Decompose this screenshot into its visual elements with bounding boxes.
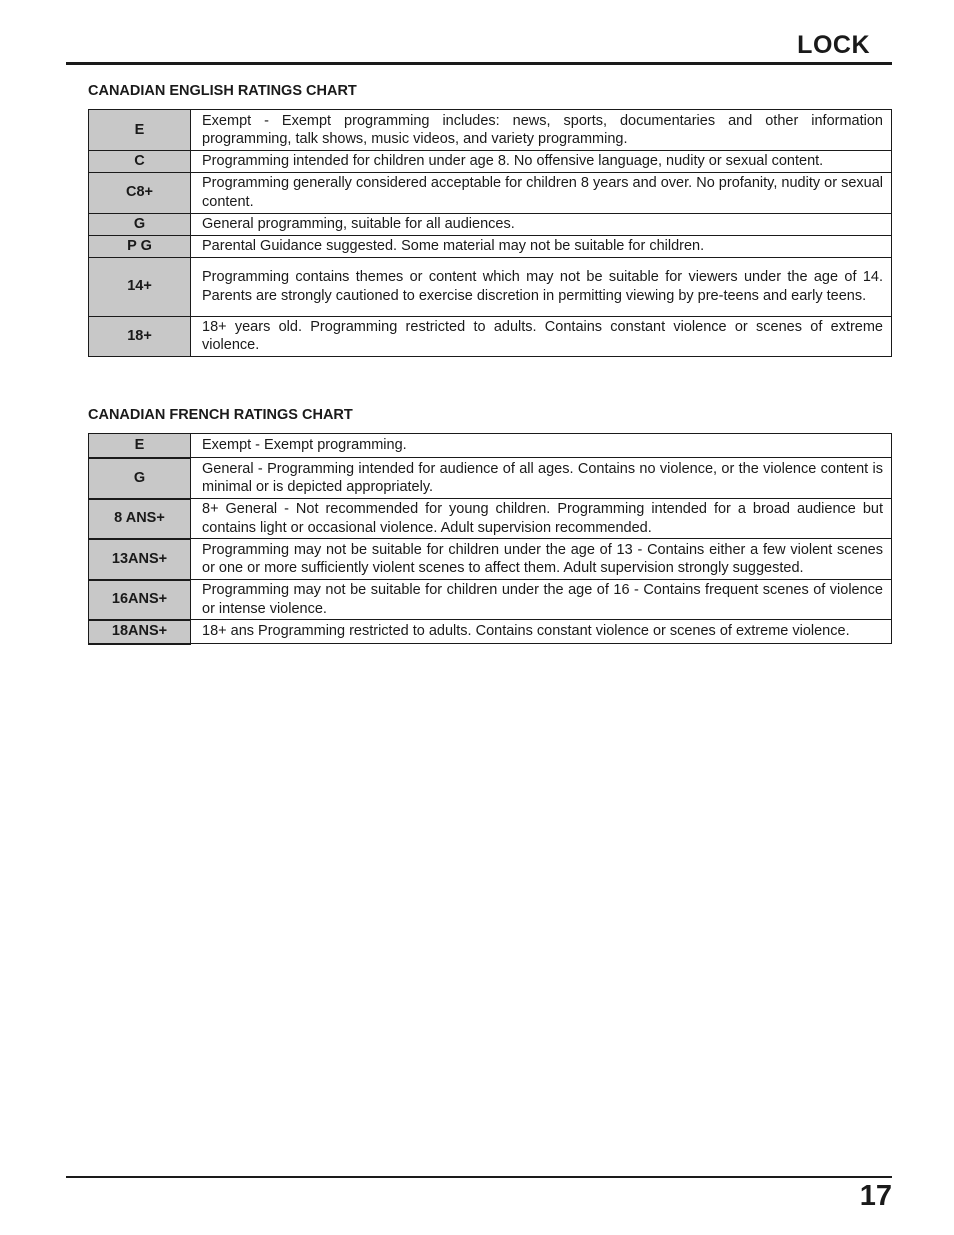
rating-description: Programming contains themes or content which may not be suitable for viewers under the age of 14. Parents are strongly cautioned to exercise discretion in permitting viewing by pre-teens and early teens. (191, 257, 892, 316)
rating-code: 18+ (89, 316, 191, 356)
rating-description: Parental Guidance suggested. Some material may not be suitable for children. (191, 235, 892, 257)
page-header (66, 28, 892, 65)
rating-description: 18+ ans Programming restricted to adults. Contains constant violence or scenes of extreme violence. (191, 620, 892, 644)
rating-code: G (89, 213, 191, 235)
rating-description: General - Programming intended for audience of all ages. Contains no violence, or the violence content is minimal or is depicted appropriately. (191, 458, 892, 499)
rating-code: C (89, 151, 191, 173)
rating-description: Exempt - Exempt programming. (191, 434, 892, 458)
table-row (89, 235, 892, 257)
rating-description: Programming generally considered acceptable for children 8 years and over. No profanity, nudity or sexual content. (191, 172, 892, 213)
rating-code: C8+ (89, 172, 191, 213)
rating-description: 8+ General - Not recommended for young children. Programming intended for a broad audience but contains light or occasional violence. Adult supervision recommended. (191, 499, 892, 539)
rating-code: 16ANS+ (89, 580, 191, 620)
english-ratings-table (88, 109, 892, 357)
table-row (89, 316, 892, 356)
table-row (89, 499, 892, 539)
table-row (89, 434, 892, 458)
table-row (89, 257, 892, 316)
table-row (89, 172, 892, 213)
rating-description: 18+ years old. Programming restricted to adults. Contains constant violence or scenes of extreme violence. (191, 316, 892, 356)
french-ratings-section (88, 406, 892, 645)
rating-description: Programming may not be suitable for children under the age of 13 - Contains either a few violent scenes or one or more sufficiently violent scenes to affect them. Adult supervision strongly suggested. (191, 539, 892, 580)
english-ratings-heading: CANADIAN ENGLISH RATINGS CHART (88, 83, 357, 99)
table-row (89, 110, 892, 151)
table-row (89, 620, 892, 644)
rating-code: 13ANS+ (89, 539, 191, 580)
french-ratings-heading: CANADIAN FRENCH RATINGS CHART (88, 407, 353, 423)
page-footer (66, 1176, 892, 1212)
english-ratings-section (88, 82, 892, 357)
table-row (89, 151, 892, 173)
rating-description: General programming, suitable for all audiences. (191, 213, 892, 235)
rating-code: 18ANS+ (89, 620, 191, 644)
rating-description: Programming may not be suitable for children under the age of 16 - Contains frequent scenes of violence or intense violence. (191, 580, 892, 620)
page-title: LOCK (797, 31, 870, 59)
table-row (89, 458, 892, 499)
table-row (89, 539, 892, 580)
table-row (89, 213, 892, 235)
rating-code: E (89, 434, 191, 458)
table-row (89, 580, 892, 620)
rating-code: 8 ANS+ (89, 499, 191, 539)
rating-code: E (89, 110, 191, 151)
page-number: 17 (859, 1180, 892, 1212)
rating-code: P G (89, 235, 191, 257)
rating-description: Exempt - Exempt programming includes: news, sports, documentaries and other information programming, talk shows, music videos, and variety programming. (191, 110, 892, 151)
rating-description: Programming intended for children under age 8. No offensive language, nudity or sexual content. (191, 151, 892, 173)
rating-code: G (89, 458, 191, 499)
french-ratings-table (88, 433, 892, 645)
rating-code: 14+ (89, 257, 191, 316)
